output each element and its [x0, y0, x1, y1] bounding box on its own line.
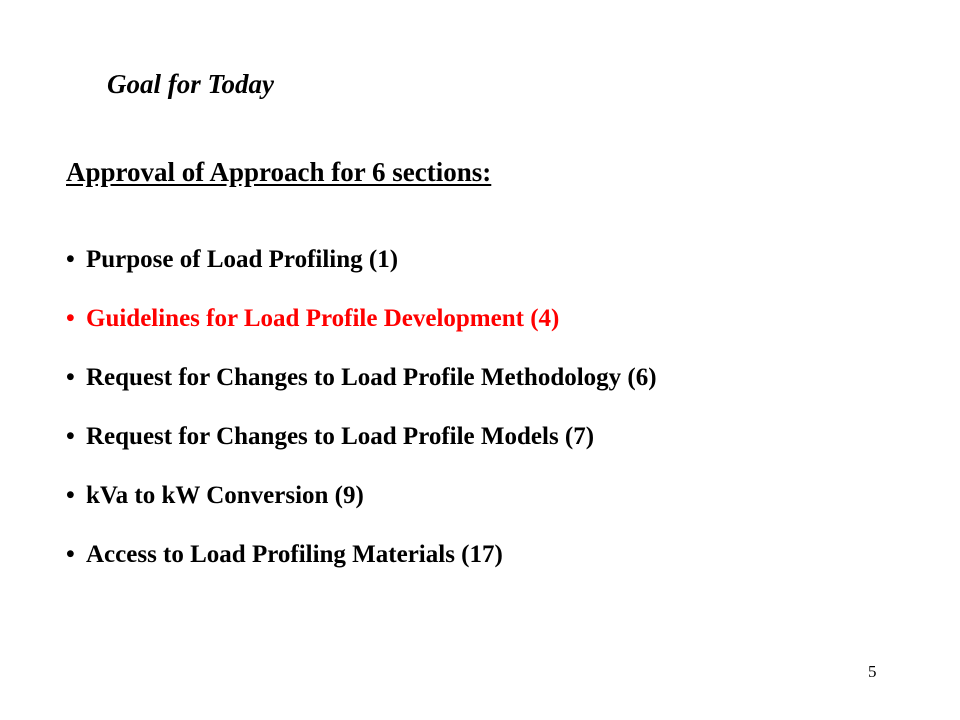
bullet-item: [66, 417, 657, 457]
bullet-text: Purpose of Load Profiling (1): [86, 246, 399, 273]
bullet-dot: •: [66, 482, 75, 509]
bullet-dot: •: [66, 423, 75, 450]
bullet-text: kVa to kW Conversion (9): [86, 482, 364, 509]
bullet-text: Access to Load Profiling Materials (17): [86, 541, 503, 568]
bullet-item: [66, 358, 657, 398]
page-number: 5: [868, 662, 877, 681]
bullet-item: [66, 535, 657, 575]
slide-title: Goal for Today: [107, 69, 274, 99]
bullet-dot: •: [66, 541, 75, 568]
bullet-text: Request for Changes to Load Profile Methodology (6): [86, 364, 657, 391]
bullet-text: Request for Changes to Load Profile Models (7): [86, 423, 595, 450]
bullet-dot: •: [66, 246, 75, 273]
bullet-item: [66, 299, 657, 339]
bullet-item: [66, 240, 657, 280]
slide-subtitle: Approval of Approach for 6 sections:: [66, 157, 492, 187]
bullet-list: [66, 240, 657, 594]
bullet-text: Guidelines for Load Profile Development (4): [86, 305, 560, 332]
bullet-item: [66, 476, 657, 516]
bullet-dot: •: [66, 305, 75, 332]
bullet-dot: •: [66, 364, 75, 391]
